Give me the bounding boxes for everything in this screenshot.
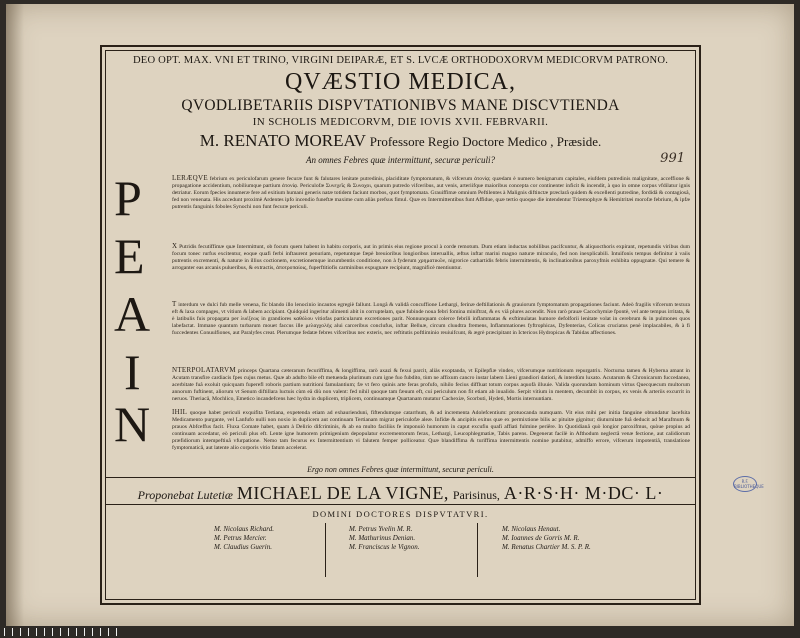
initial-letter-p: P [114,170,142,226]
paragraph-text: febrium ex periculofarum genere fecuræ funt & falutares lenitate putredinis, placiditate fymptomatum, & vifcerum ἀτονίᾳ; quædam è numero benignarum capitales, eiufdem putredinis malignitate, acceffione & propagatione accidentium, nobiliumque partium ἀτονίᾳ. Periculofæ Συνεχεῖς & Συνοχοι, quarum putredo vifceribus, aut venis, arteriifque maioribus concepta cor continenter inficit & incendit, à quo in omne corpus vfdilatur ignis detriatur. Eorum fpecies innumeræ fere ad exitium humani generis natæ totidem faciunt morbos, quot fymptomata. Grauiffimæ omnium Peftilentes à Malignis diftinctæ præclarâ quidem & excellenti putredine, fordidâ & contagiosâ, fed non venenata. His accedunt proximè Ardentes ipfo incendio funeftæ maxime cum aliàs prefsus fimul. Quæ ex Intermittentibus funt Affidue, quæ tertio quoque die intendentur Triæmophyæ & Hemitritæi morofæ febrium, & ipfæ putrentis fanguinis foboles Synochi non funt fecuræ periculi. [172,176,690,211]
divider-rule [106,504,695,505]
paragraph-5 [172,409,690,453]
proponebat-line [102,483,699,504]
thesis-question: An omnes Febres quæ intermittunt, securæ periculi? [306,155,495,165]
doctor-name: M. Claudius Guerin. [214,543,272,551]
doctor-name: M. Renatus Chartier M. S. P. R. [502,543,591,551]
paragraph-text: quoque habet periculi exquifita Tertiana, expetenda etiam ad exhaurienduni, fiftendumque catarrhum, & ad incrementa Adolefcentium: protuocanda numquam. Vit eius mihi per initia fanguine obtundatur lacefsita Medicamento purgante, vel Lanfufo nulli non noxio in duplicem aut continuam Tertianam migrat periculofæ aleæ. Infidæ & ancipitis exitus quæ ex permixtione bilis ac pituitæ gignitur; diuturnitate fuâ deducit ad Marafmum & prauos Abfceffus facit. Fluxa Comate habet, quam à Delirio difcriminis, & ab ea multo faciliùs fe imponuiò humorum in caput excufiu quafi affiati fulmine periêre. In Quotidianâ quò longior paroxifmus, quòue propius ad continuam accedatur, eò periculi plus eft. Lente igne humorem primigenium depopulatur excrementorum ferax, Lethargi, Leucophlegmatiæ, Tabis parens. Degenerat facilè in Afthodum neglectâ venæ fectione, aut calidiorum præfidiorum intempeftiuâ vfurpatione. Nemo tam fecurus ex Intermittentium vi falutem femper polliceatur. Quæ blandiffima & turiffima intermittentis nomine putabitur, admiffo errore, vifcerum impotentiâ, translatione fymptomaticâ, aut latente alio corporis vitio fatum accelerat. [172,410,690,452]
paragraph-4 [172,367,690,403]
paragraph-lead: X [172,242,178,250]
paragraph-lead: LERÆQVE [172,174,208,182]
doctor-name: M. Nicolaus Henaut. [502,525,561,533]
paragraph-2 [172,243,690,272]
thesis-date: A·R·S·H· M·DC· L· [503,483,664,503]
doctors-column-3 [502,525,591,552]
paragraph-3 [172,301,690,337]
initial-letter-i: I [124,344,141,400]
subtitle-line-2: IN SCHOLIS MEDICORVM, DIE IOVIS XVII. FEBRVARII. [252,116,549,128]
paragraph-1 [172,175,690,211]
thesis-title: QVÆSTIO MEDICA, [285,69,516,95]
doctor-name: M. Petrus Yvelin M. R. [349,525,413,533]
column-separator [477,523,478,577]
initial-letter-n: N [114,396,151,452]
paragraph-text: princeps Quartana cæterarum fecuriffima, & longiffima, rarò axazi & fexui parcit, aliàs exoptanda, vt Epilepfiæ vindex, vifcerumque nutritionum repurgatrix. Nocturna tamen & Hyberna amant in Acutam transfire cardiacis fpes cujus metus. Quæ ab adufto bile eft metuenda plurimum cum igne fuo fubdito, tùm ne affixum cancro instar labem Lieni grandiori datiori, & interdùm luxato. Acutarum & Chronicarum fuccedanea, acerbitate fuâ exoluit quicquam fuperefl roboris partium nutritioni famulantium; fæ vt fero quinis arte feras profufo, nihilo fecius diffluat totum corpus aquofà illuuie. Valida quorundam hominum virtus Quecquecum multorum annorum fuftinent, aliorum vt Senum diftillara luctuis cùm eâ diù non valent: fed nihil quoque tam fæuum eft, cui periculum non fit etiam ab inualido. Serpit vitium in mentem, decumbit in corpus, ex venis & arteriis excurrit in neruos. Theriacâ, Mochlico, Emetico incandefcens hæc hydra in duplicem, triplicem, continuamque Quartanam mutatur Cachexiæ, Scorbuti, Hydeti, Mortis internuntiam. [172,368,690,403]
proponebat-prefix: Proponebat Lutetiæ [137,488,233,502]
doctors-column-1 [214,525,274,552]
document-page [6,4,794,626]
scale-ruler [4,628,124,636]
doctor-name: M. Nicolaus Richard. [214,525,275,533]
conclusion: Ergo non omnes Febres quæ intermittunt, securæ periculi. [307,465,494,474]
initial-letter-a: A [114,286,151,342]
column-separator [325,523,326,577]
paragraph-text: Putridis fecutiffimæ quæ Intermittunt, ob focum quem habent in habitu corporis, aut in primis eius regione procul à corde remotum. Dum etiam inductas nobilibus pacifcuntur, & aliquocthoris expirant, repetundis viribus dum focum tonec rurfus excitentur, eoque quafi ferbi inftaurent penuriam, repetuntque fæpè breuioribus longioribus interuallis, æftus inftar marini magno naturæ miraculo, fed non inexplicabili. Intuifonis tempus definitur à vaiis putrentis excrementi, & naturæ in illius coctionem, excretionemque incumbentis conditione, non à fyderum χρηματικῶν, nigrorice cathartidis febris intermittentis, & inclinationibus paroxyfmis exhibita oppugnatæ. Qui temere & arroganter eas arcanis pulueribus, & extractis, ἀποτροπαίοις, fuperftitiofis carminibus expugnare recipiunt, magnificè mentiuntur. [172,244,690,272]
author-name: MICHAEL DE LA VIGNE, [236,483,449,503]
praeses-line [102,131,699,151]
doctor-name: M. Mathurinus Denian. [349,534,416,542]
library-stamp: R.F. BIBLIOTHEQUE [733,476,757,492]
doctor-name: M. Franciscus le Vignon. [349,543,420,551]
thesis-frame [100,45,701,605]
paragraph-lead: NTERPOLATARVM [172,366,236,374]
doctor-name: M. Ioannes de Gorris M. R. [502,534,580,542]
paragraph-lead: IHIL [172,408,188,416]
praeses-name: M. RENATO MOREAV [199,131,366,150]
paragraph-text: interdum ve dulci fub melle venena, fic blando illo lenocinio incautos egregiè fallunt. Longâ & validâ concuffione Lethargi, ferinæ deftillationis & grauiorum fymptomatum propagationes faciunt. Adeò fragilis vifcerum textura eft & laxa compages, vt vitium & labem accipiant. Quidquid ingeritur alimenti abit in corruptelam, quæ fubinde noua febri fomina miniftrat, & ex viâ plures accendit. Non rarò prauæ Cacochymiæ fpontè, vel ante tempus irritata, & è latibulis fuis propagata per λυέξεως in grandiores καθόλου vitiofas particularum excretiones parit. Nonnunquam colerce febrili inflammatas & exftimulatas humore defolforii lenitate volat in cerebrum & in pulmones quos labefactat. Immane quantum turbarum mouet faccus ille μελαγχολὴς alui carceribus conclufus, inftar Belluæ, circum cluudtra fremens, Inflammationes fyftrophicas, Dyfenterias, Colicas cruciatus penè implacabiles, & à fi fuccedentes Conuulfiones, aut Paralyfes creat. Plerumque fedatæ febres vifceribus nec exteris, nec reftitutis poftliminio reuiuifcunt, & ægrè præcipitant in Ictericos Hydropicas & Tabidas affectiones. [172,302,691,337]
praeses-title: Professore Regio Doctore Medico , Præside. [369,134,602,149]
doctors-column-2 [349,525,419,552]
manuscript-number: 991 [660,151,685,166]
divider-rule [106,477,695,478]
paragraph-lead: T [172,300,177,308]
doctor-name: M. Petrus Mercier. [214,534,267,542]
author-origin: Parisinus, [452,488,500,502]
initial-letter-e: E [114,228,145,284]
subtitle-line-1: QVODLIBETARIIS DISPVTATIONIBVS MANE DISCVTIENDA [181,97,620,114]
dedication: DEO OPT. MAX. VNI ET TRINO, VIRGINI DEIPARÆ, ET S. LVCÆ ORTHODOXORVM MEDICORVM PATRONO. [132,55,669,66]
doctors-header: DOMINI DOCTORES DISPVTATVRI. [312,509,489,519]
